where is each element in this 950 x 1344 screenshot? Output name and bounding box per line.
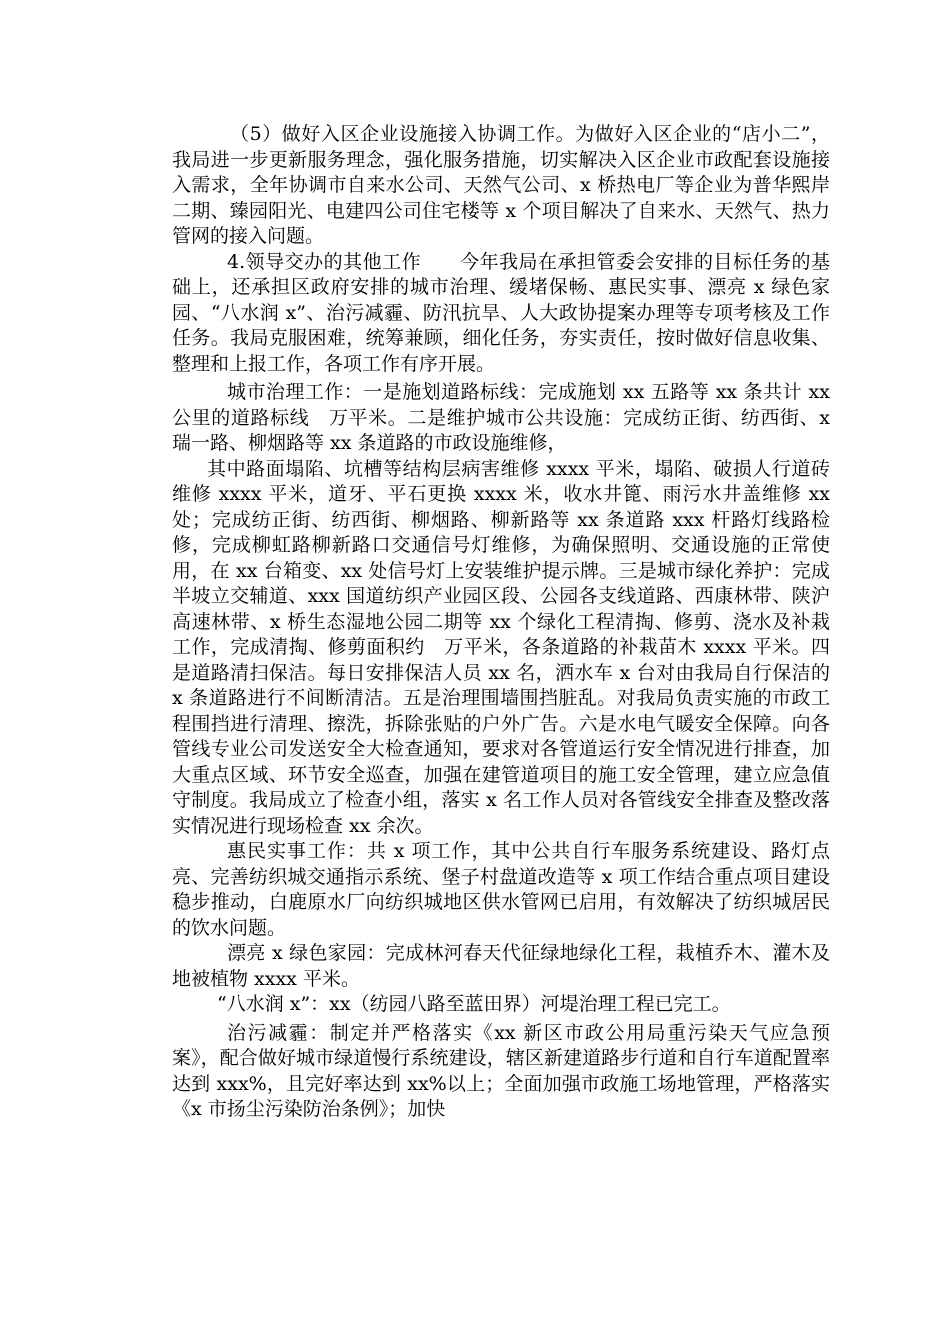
paragraph-public-benefit: 惠民实事工作：共 x 项工作，其中公共自行车服务系统建设、路灯点亮、完善纺织城交通指示系统、堡子村盘道改造等 x 项工作结合重点项目建设稳步推动，白鹿原水厂向纺织城地区供水管网已启用，有效解决了纺织城居民的饮水问题。 [172, 840, 830, 939]
paragraph-road-maintenance: 其中路面塌陷、坑槽等结构层病害维修 xxxx 平米，塌陷、破损人行道砖维修 xxxx 平米，道牙、平石更换 xxxx 米，收水井篦、雨污水井盖维修 xx 处；完成纺正街、纺西街、柳烟路、柳新路等 xx 条道路 xxx 杆路灯线路检修，完成柳虹路柳新路口交通信号灯维修，为确保照明、交通设施的正常使用，在 xx 台箱变、xx 处信号灯上安装维护提示牌。三是城市绿化养护：完成半坡立交辅道、xxx 国道纺织产业园区段、公园各支线道路、西康林带、陕沪高速林带、x 桥生态湿地公园二期等 xx 个绿化工程清掏、修剪、浇水及补栽工作，完成清掏、修剪面积约 万平米，各条道路的补栽苗木 xxxx 平米。四是道路清扫保洁。每日安排保洁人员 xx 名，洒水车 x 台对由我局自行保洁的 x 条道路进行不间断清洁。五是治理围墙围挡脏乱。对我局负责实施的市政工程围挡进行清理、擦洗，拆除张贴的户外广告。六是水电气暖安全保障。向各管线专业公司发送安全大检查通知，要求对各管道运行安全情况进行排查，加大重点区域、环节安全巡查，加强在建管道项目的施工安全管理，建立应急值守制度。我局成立了检查小组，落实 x 名工作人员对各管线安全排查及整改落实情况进行现场检查 xx 余次。 [172, 457, 830, 837]
paragraph-city-governance: 城市治理工作：一是施划道路标线：完成施划 xx 五路等 xx 条共计 xx 公里的道路标线 万平米。二是维护城市公共设施：完成纺正街、纺西街、x 瑞一路、柳烟路等 xx 条道路的市政设施维修， [172, 381, 830, 454]
paragraph-facility-access: （5）做好入区企业设施接入协调工作。为做好入区企业的“店小二”，我局进一步更新服务理念，强化服务措施，切实解决入区企业市政配套设施接入需求，全年协调市自来水公司、天然气公司、x 桥热电厂等企业为普华熙岸二期、臻园阳光、电建四公司住宅楼等 x 个项目解决了自来水、天然气、热力管网的接入问题。 [172, 123, 830, 247]
paragraph-eight-waters: “八水润 x”：xx（纺园八路至蓝田界）河堤治理工程已完工。 [217, 993, 731, 1015]
document-body [172, 122, 830, 1123]
paragraph-green-home: 漂亮 x 绿色家园：完成林河春天代征绿地绿化工程，栽植乔木、灌木及地被植物 xxxx 平米。 [172, 942, 830, 990]
paragraph-pollution-control: 治污减霾：制定并严格落实《xx 新区市政公用局重污染天气应急预案》，配合做好城市绿道慢行系统建设，辖区新建道路步行道和自行车道配置率达到 xxx%，且完好率达到 xx%以上；全面加强市政施工场地管理，严格落实《x 市扬尘污染防治条例》；加快 [172, 1021, 830, 1120]
paragraph-other-tasks: 4.领导交办的其他工作 今年我局在承担管委会安排的目标任务的基础上，还承担区政府安排的城市治理、缓堵保畅、惠民实事、漂亮 x 绿色家园、“八水润 x”、治污减霾、防汛抗旱、人大政协提案办理等专项考核及工作任务。我局克服困难，统筹兼顾，细化任务，夯实责任，按时做好信息收集、整理和上报工作，各项工作有序开展。 [172, 250, 830, 375]
